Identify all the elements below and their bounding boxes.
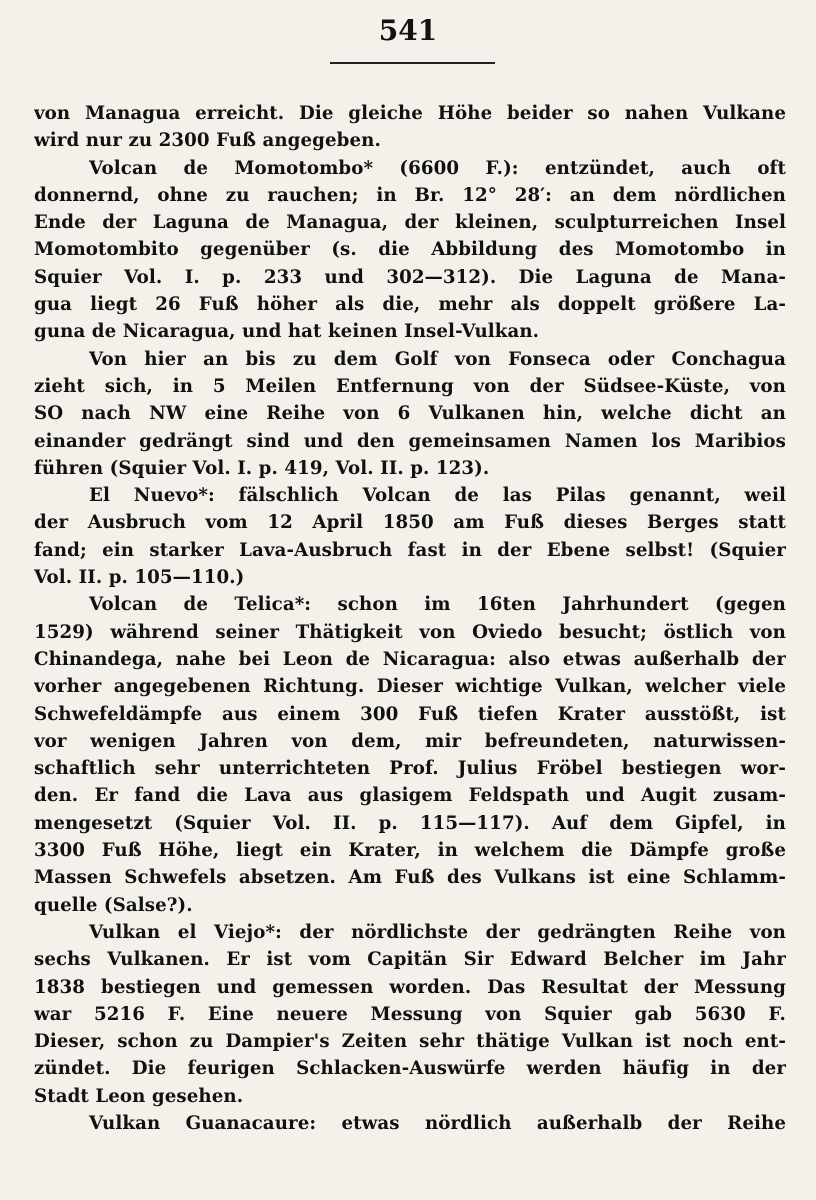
- text-line: der Ausbruch vom 12 April 1850 am Fuß dieses Berges statt: [34, 512, 786, 534]
- text-line: donnernd, ohne zu rauchen; in Br. 12° 28′: an dem nördlichen: [34, 184, 786, 206]
- text-line: Massen Schwefels absetzen. Am Fuß des Vulkans ist eine Schlamm-: [34, 867, 786, 889]
- text-line: vor wenigen Jahren von dem, mir befreundeten, naturwissen-: [34, 730, 786, 752]
- text-line: von Managua erreicht. Die gleiche Höhe beider so nahen Vulkane: [34, 103, 786, 124]
- text-line: Stadt Leon gesehen.: [34, 1085, 244, 1107]
- text-line: zieht sich, in 5 Meilen Entfernung von der Südsee-Küste, von: [34, 375, 786, 397]
- text-line: Squier Vol. I. p. 233 und 302—312). Die Laguna de Mana-: [34, 266, 786, 288]
- text-line: schaftlich sehr unterrichteten Prof. Julius Fröbel bestiegen wor-: [34, 758, 786, 780]
- text-line: SO nach NW eine Reihe von 6 Vulkanen hin, welche dicht an: [34, 403, 786, 425]
- text-line: Vol. II. p. 105—110.): [34, 567, 245, 589]
- text-line: Schwefeldämpfe aus einem 300 Fuß tiefen Krater ausstößt, ist: [34, 703, 786, 725]
- text-line: Von hier an bis zu dem Golf von Fonseca oder Conchagua: [89, 348, 786, 370]
- text-line: 1529) während seiner Thätigkeit von Oviedo besucht; östlich von: [34, 621, 786, 643]
- text-line: zündet. Die feurigen Schlacken-Auswürfe werden häufig in der: [34, 1058, 786, 1080]
- text-line: Vulkan el Viejo*: der nördlichste der gedrängten Reihe von: [89, 921, 786, 943]
- header-rule: [330, 62, 495, 64]
- text-line: wird nur zu 2300 Fuß angegeben.: [34, 130, 381, 152]
- text-line: 1838 bestiegen und gemessen worden. Das Resultat der Messung: [34, 976, 786, 998]
- text-line: war 5216 F. Eine neuere Messung von Squier gab 5630 F.: [34, 1003, 786, 1025]
- text-line: sechs Vulkanen. Er ist vom Capitän Sir Edward Belcher im Jahr: [34, 949, 786, 971]
- text-line: fand; ein starker Lava-Ausbruch fast in der Ebene selbst! (Squier: [34, 539, 786, 561]
- text-line: 3300 Fuß Höhe, liegt ein Krater, in welchem die Dämpfe große: [34, 840, 786, 862]
- page-number: 541: [378, 14, 438, 47]
- text-line: guna de Nicaragua, und hat keinen Insel-Vulkan.: [34, 321, 540, 343]
- text-line: den. Er fand die Lava aus glasigem Feldspath und Augit zusam-: [34, 785, 786, 807]
- body-text: [34, 100, 786, 1137]
- text-line: Vulkan Guanacaure: etwas nördlich außerhalb der Reihe: [89, 1112, 786, 1134]
- text-line: Volcan de Telica*: schon im 16ten Jahrhundert (gegen: [89, 594, 786, 616]
- text-line: Volcan de Momotombo* (6600 F.): entzündet, auch oft: [89, 157, 786, 179]
- text-line: El Nuevo*: fälschlich Volcan de las Pilas genannt, weil: [89, 485, 786, 507]
- text-line: vorher angegebenen Richtung. Dieser wichtige Vulkan, welcher viele: [34, 676, 786, 698]
- text-line: Momotombito gegenüber (s. die Abbildung des Momotombo in: [34, 239, 786, 261]
- text-line: gua liegt 26 Fuß höher als die, mehr als doppelt größere La-: [34, 294, 786, 316]
- text-line: führen (Squier Vol. I. p. 419, Vol. II. p. 123).: [34, 457, 490, 479]
- text-line: einander gedrängt sind und den gemeinsamen Namen los Maribios: [34, 430, 786, 452]
- text-line: mengesetzt (Squier Vol. II. p. 115—117). Auf dem Gipfel, in: [34, 812, 786, 834]
- text-line: Dieser, schon zu Dampier's Zeiten sehr thätige Vulkan ist noch ent-: [34, 1031, 786, 1053]
- text-line: Ende der Laguna de Managua, der kleinen, sculpturreichen Insel: [34, 212, 786, 234]
- text-line: quelle (Salse?).: [34, 894, 193, 916]
- text-line: Chinandega, nahe bei Leon de Nicaragua: also etwas außerhalb der: [34, 648, 786, 670]
